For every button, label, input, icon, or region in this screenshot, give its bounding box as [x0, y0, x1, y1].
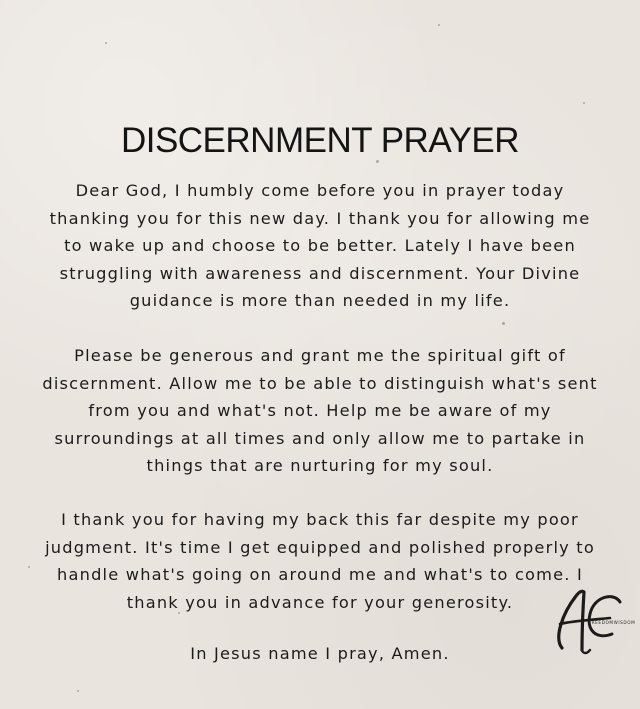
prayer-line: things that are nurturing for my soul. [146, 456, 494, 476]
logo-caption: FREEDOMWISDOM [588, 620, 636, 625]
paper-speck [502, 322, 505, 325]
prayer-line: Please be generous and grant me the spiritual gift of [74, 346, 566, 365]
prayer-line: Dear God, I humbly come before you in prayer today [75, 181, 565, 200]
page-title: DISCERNMENT PRAYER [120, 121, 520, 160]
prayer-line: discernment. Allow me to be able to distinguish what's sent [42, 373, 598, 393]
prayer-line: thanking you for this new day. I thank you for allowing me [49, 208, 591, 228]
prayer-line: from you and what's not. Help me be aware of my [88, 401, 552, 421]
prayer-line: judgment. It's time I get equipped and polished properly to [45, 537, 595, 557]
prayer-line: to wake up and choose to be better. Lately I have been [64, 236, 576, 256]
paper-speck [105, 42, 107, 44]
prayer-line: handle what's going on around me and what's to come. I [57, 565, 583, 585]
closing-line: In Jesus name I pray, Amen. [190, 644, 450, 663]
prayer-paragraph-2 [0, 342, 640, 480]
prayer-line: thank you in advance for your generosity. [126, 592, 514, 612]
paper-speck [438, 24, 440, 26]
prayer-line: I thank you for having my back this far despite my poor [61, 510, 579, 529]
paper-speck [583, 102, 585, 104]
paper-speck [77, 690, 79, 692]
prayer-line: struggling with awareness and discernment. Your Divine [59, 263, 581, 283]
prayer-paragraph-1 [0, 177, 640, 315]
prayer-line: surroundings at all times and only allow me to partake in [54, 428, 586, 448]
ac-logo-icon [532, 578, 638, 664]
prayer-line: guidance is more than needed in my life. [129, 291, 511, 311]
ac-monogram-logo [532, 578, 638, 664]
